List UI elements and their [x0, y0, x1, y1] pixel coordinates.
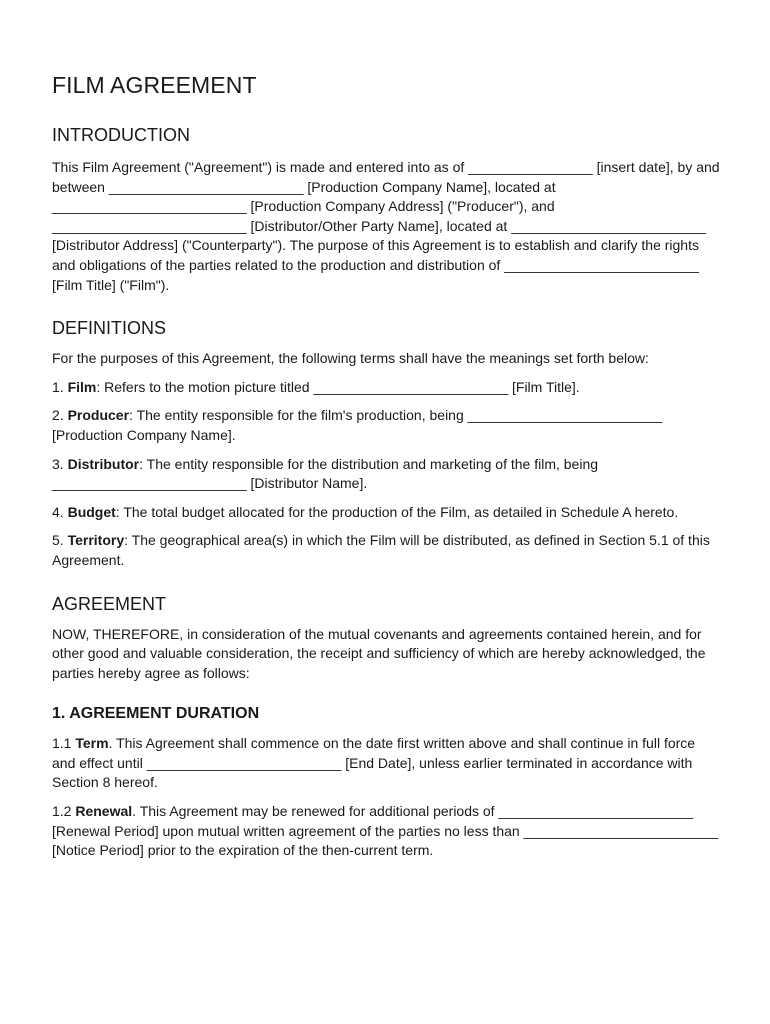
clause-number: 1.1: [52, 735, 76, 752]
definition-text: : The entity responsible for the film's production, being _________________________ [Production Company Name].: [52, 407, 663, 443]
definition-item-territory: [52, 531, 722, 570]
definition-number: 4.: [52, 503, 68, 520]
clause-title: Term: [75, 735, 109, 752]
definition-text: : Refers to the motion picture titled _________________________ [Film Title].: [96, 378, 580, 395]
agreement-duration-heading: 1. AGREEMENT DURATION: [52, 705, 260, 723]
clause-renewal: [52, 802, 722, 861]
definition-term: Budget: [67, 503, 116, 520]
agreement-paragraph: NOW, THEREFORE, in consideration of the mutual covenants and agreements contained herein, and for other good and valuable consideration, the receipt and sufficiency of which are hereby acknowledged, the parties hereby agree as follows:: [52, 625, 706, 681]
definition-term: Territory: [67, 532, 125, 549]
definition-number: 3.: [52, 455, 68, 472]
document-title: FILM AGREEMENT: [52, 72, 257, 98]
definition-number: 5.: [52, 532, 68, 549]
definition-item-distributor: [52, 455, 722, 494]
clause-text: . This Agreement shall commence on the date first written above and shall continue in full force and effect until _________________________ [End Date], unless earlier terminated in accordance with Section 8 hereof.: [52, 735, 696, 791]
definition-term: Distributor: [67, 455, 140, 472]
definitions-heading: DEFINITIONS: [52, 318, 167, 339]
definition-item-film: [52, 378, 722, 398]
document-page: [52, 70, 722, 870]
agreement-heading: AGREEMENT: [52, 593, 167, 614]
definition-text: : The geographical area(s) in which the Film will be distributed, as defined in Section 5.1 of this Agreement.: [52, 532, 710, 568]
definition-text: : The entity responsible for the distribution and marketing of the film, being _________________________ [Distributor Name].: [52, 455, 599, 492]
definition-item-producer: [52, 406, 722, 445]
clause-text: . This Agreement may be renewed for additional periods of _________________________ [Renewal Period] upon mutual written agreement of the parties no less than _________________________ [Notice Period] prior to the expiration of the then-current term.: [52, 803, 719, 859]
definition-number: 1.: [52, 378, 68, 395]
clause-term: [52, 734, 722, 793]
definition-text: : The total budget allocated for the production of the Film, as detailed in Schedule A hereto.: [115, 503, 679, 520]
definition-item-budget: [52, 503, 722, 523]
definition-term: Producer: [67, 407, 130, 424]
introduction-paragraph: This Film Agreement ("Agreement") is made and entered into as of ________________ [insert date], by and between _________________________ [Production Company Name], located at _________________________ [Production Company Address] ("Producer"), and _________________________ [Distributor/Other Party Name], located at _________________________ [Distributor Address] ("Counterparty"). The purpose of this Agreement is to establish and clarify the rights and obligations of the parties related to the production and distribution of _________________________ [Film Title] ("Film").: [52, 159, 720, 293]
introduction-heading: INTRODUCTION: [52, 125, 190, 145]
definition-term: Film: [67, 378, 97, 395]
definitions-intro: For the purposes of this Agreement, the following terms shall have the meanings set forth below:: [52, 350, 649, 367]
clause-title: Renewal: [75, 803, 133, 820]
definition-number: 2.: [52, 407, 68, 424]
clause-number: 1.2: [52, 803, 76, 820]
